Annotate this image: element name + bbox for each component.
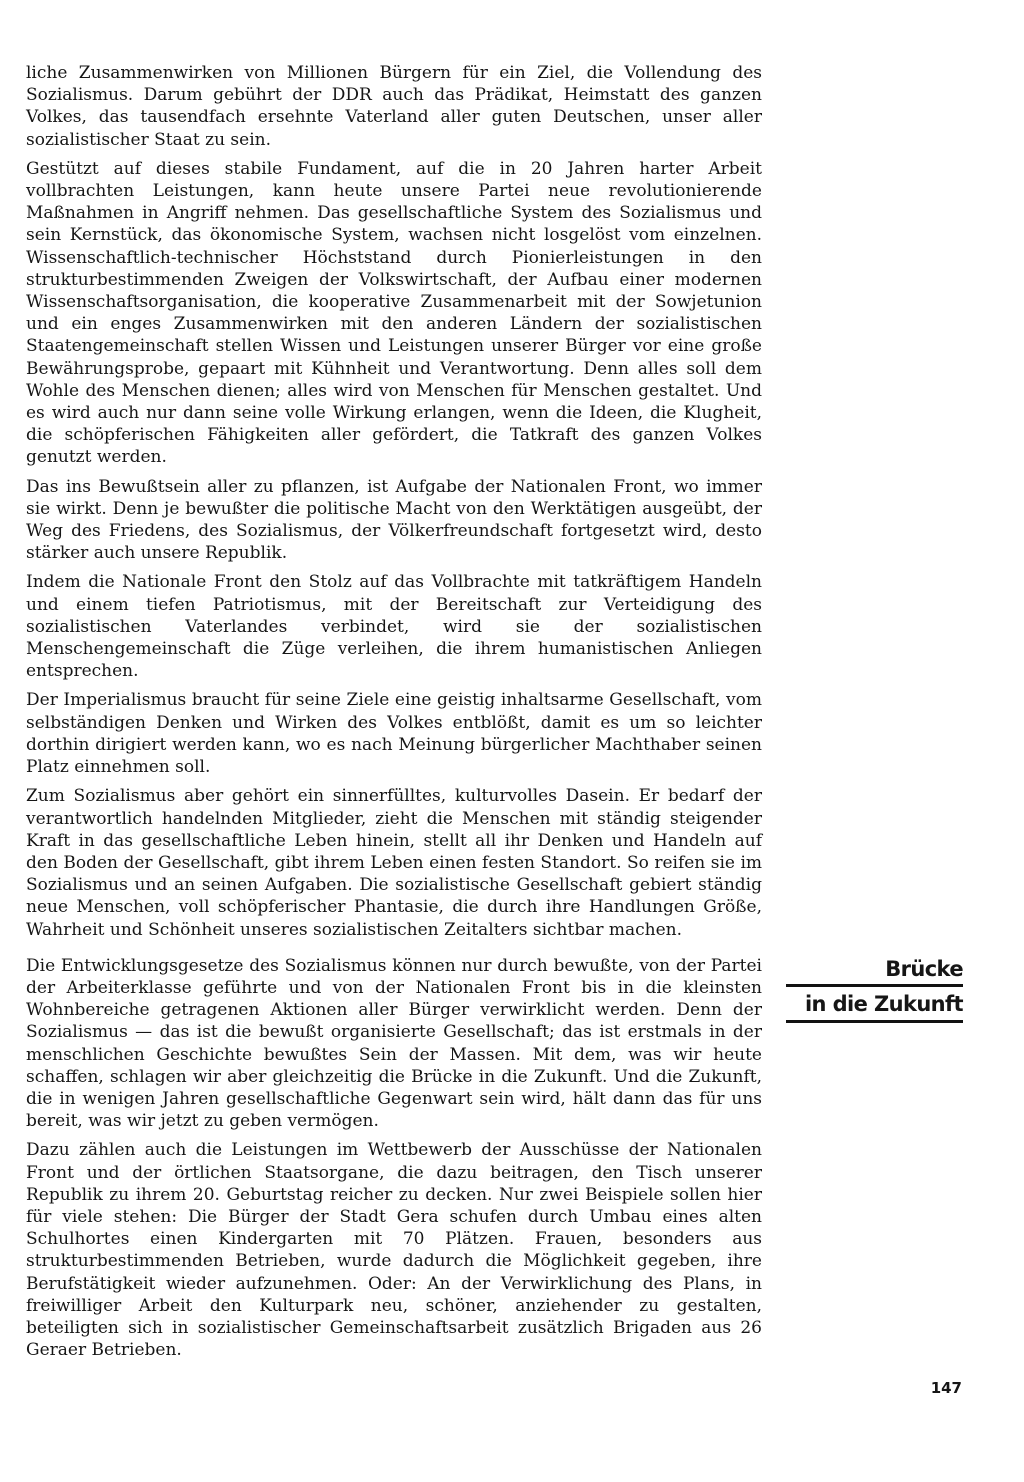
paragraph-7: Die Entwicklungsgesetze des Sozialismus können nur durch bewußte, von der Partei der Arbeiterklasse geführte und von der Nationalen Front bis in die kleinsten Wohnbereiche getragenen Aktionen aller Bürger verwirklicht werden. Denn der Sozialismus — das ist die bewußt organisierte Gesellschaft; das ist erstmals in der menschlichen Geschichte bewußtes Sein der Massen. Mit dem, was wir heute schaffen, schlagen wir aber gleichzeitig die Brücke in die Zukunft. Und die Zukunft, die in wenigen Jahren gesellschaftliche Gegenwart sein wird, hält dann das für uns bereit, was wir jetzt zu geben vermögen. (26, 955, 762, 1132)
margin-heading (786, 955, 963, 1023)
paragraph-6: Zum Sozialismus aber gehört ein sinnerfülltes, kulturvolles Dasein. Er bedarf der verantwortlich handelnden Mitglieder, zieht die Menschen mit ständig steigender Kraft in das gesellschaftliche Leben hinein, stellt all ihr Denken und Handeln auf den Boden der Gesellschaft, gibt ihrem Leben einen festen Standort. So reifen sie im Sozialismus und an seinen Aufgaben. Die sozialistische Gesellschaft gebiert ständig neue Menschen, voll schöpferischer Phantasie, die durch ihre Handlungen Größe, Wahrheit und Schönheit unseres sozialistischen Zeitalters sichtbar machen. (26, 786, 762, 940)
paragraph-5: Der Imperialismus braucht für seine Ziele eine geistig inhaltsarme Gesellschaft, vom selbständigen Denken und Wirken des Volkes entblößt, damit es um so leichter dorthin dirigiert werden kann, wo es nach Meinung bürgerlicher Machthaber seinen Platz einnehmen soll. (26, 690, 762, 778)
page-number: 147 (930, 1379, 962, 1397)
paragraph-2: Gestützt auf dieses stabile Fundament, auf die in 20 Jahren harter Arbeit vollbrachten Leistungen, kann heute unsere Partei neue revolutionierende Maßnahmen in Angriff nehmen. Das gesellschaftliche System des Sozialismus und sein Kernstück, das ökonomische System, wachsen nicht losgelöst vom einzelnen. Wissenschaftlich-technischer Höchststand durch Pionierleistungen in den strukturbestimmenden Zweigen der Volkswirtschaft, der Aufbau einer modernen Wissenschaftsorganisation, die kooperative Zusammenarbeit mit der Sowjetunion und ein enges Zusammenwirken mit den anderen Ländern der sozialistischen Staatengemeinschaft stellen Wissen und Leistungen unserer Bürger vor eine große Bewährungsprobe, gepaart mit Kühnheit und Verantwortung. Denn alles soll dem Wohle des Menschen dienen; alles wird von Menschen für Menschen gestaltet. Und es wird auch nur dann seine volle Wirkung erlangen, wenn die Ideen, die Klugheit, die schöpferischen Fähigkeiten aller gefördert, die Tatkraft des ganzen Volkes genutzt werden. (26, 158, 762, 468)
paragraph-8: Dazu zählen auch die Leistungen im Wettbewerb der Ausschüsse der Nationalen Front und der örtlichen Staatsorgane, die dazu beitragen, den Tisch unserer Republik zu ihrem 20. Geburtstag reicher zu decken. Nur zwei Beispiele sollen hier für viele stehen: Die Bürger der Stadt Gera schufen durch Umbau eines alten Schulhortes einen Kindergarten mit 70 Plätzen. Frauen, besonders aus strukturbestimmenden Betrieben, wurde dadurch die Möglichkeit gegeben, ihre Berufstätigkeit wieder aufzunehmen. Oder: An der Verwirklichung des Plans, in freiwilliger Arbeit den Kulturpark neu, schöner, anziehender zu gestalten, beteiligten sich in sozialistischer Gemeinschaftsarbeit zusätzlich Brigaden aus 26 Geraer Betrieben. (26, 1140, 762, 1361)
heading-divider (786, 984, 963, 987)
paragraph-1: liche Zusammenwirken von Millionen Bürgern für ein Ziel, die Vollendung des Sozialismus. Darum gebührt der DDR auch das Prädikat, Heimstatt des ganzen Volkes, das tausendfach ersehnte Vaterland aller guten Deutschen, unser aller sozialistischer Staat zu sein. (26, 63, 762, 150)
body-text-column (26, 62, 762, 1368)
margin-heading-line-2: in die Zukunft (804, 992, 963, 1016)
paragraph-4: Indem die Nationale Front den Stolz auf das Vollbrachte mit tatkräftigem Handeln und einem tiefen Patriotismus, mit der Bereitschaft zur Verteidigung des sozialistischen Vaterlandes verbindet, wird sie der sozialistischen Menschengemeinschaft die Züge verleihen, die ihrem humanistischen Anliegen entsprechen. (26, 572, 762, 682)
heading-underline (786, 1020, 963, 1023)
paragraph-3: Das ins Bewußtsein aller zu pflanzen, ist Aufgabe der Nationalen Front, wo immer sie wirkt. Denn je bewußter die politische Macht von den Werktätigen ausgeübt, der Weg des Friedens, des Sozialismus, der Völkerfreundschaft fortgesetzt wird, desto stärker auch unsere Republik. (26, 476, 762, 564)
margin-heading-line-1: Brücke (885, 957, 963, 981)
